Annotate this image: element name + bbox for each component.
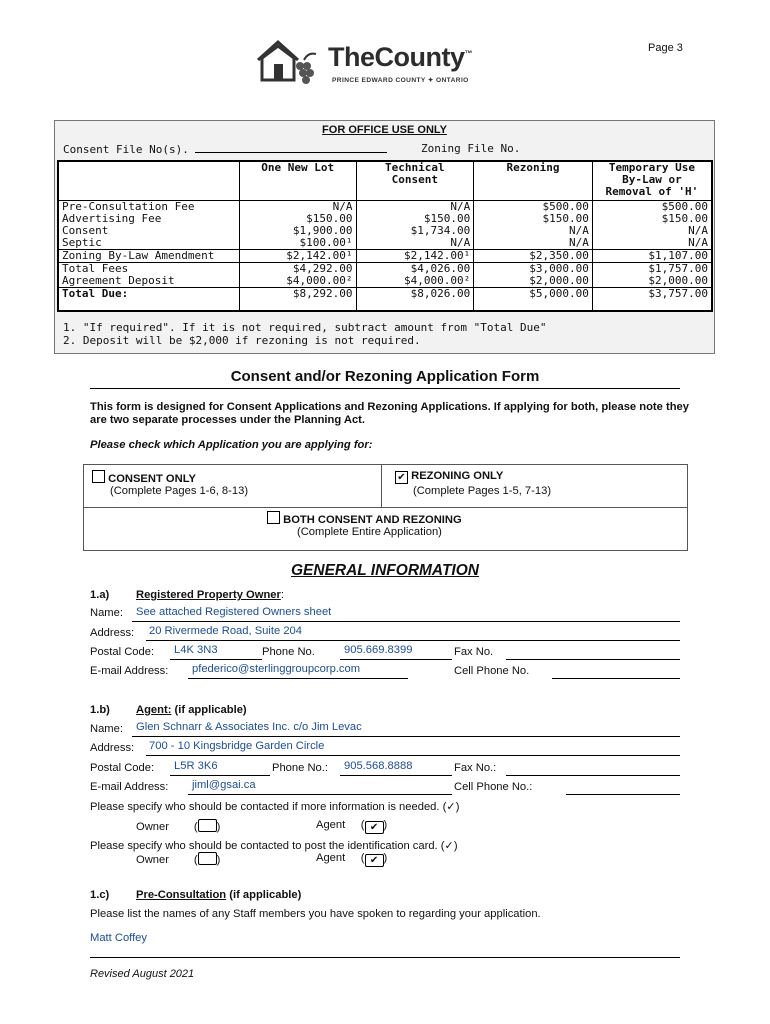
consent-pages-note: (Complete Pages 1-6, 8-13) [110, 485, 249, 497]
county-logo [256, 36, 526, 88]
contact-owner-checkbox[interactable] [198, 819, 217, 832]
agent-fax-field[interactable] [506, 775, 680, 776]
logo-tagline: PRINCE EDWARD COUNTY ✦ ONTARIO [332, 77, 469, 84]
precon-staff-field[interactable]: Matt Coffey [90, 932, 147, 944]
agent-address-field[interactable]: 700 - 10 Kingsbridge Garden Circle [149, 740, 325, 752]
owner-email-label: E-mail Address: [90, 665, 169, 677]
id-owner-option[interactable]: Owner ( ) [136, 854, 221, 866]
owner-address-label: Address: [90, 627, 135, 639]
fee-table-header [58, 161, 712, 201]
owner-section-number: 1.a) [90, 589, 110, 601]
fee-col-header: Temporary Use By-Law or Removal of 'H' [592, 161, 712, 201]
table-row: Advertising Fee $150.00 $150.00 $150.00 $150.00 [58, 213, 712, 225]
precon-section-number: 1.c) [90, 889, 110, 901]
owner-section-heading: Registered Property Owner: [136, 589, 284, 601]
contact-agent-checkbox[interactable]: ✔ [365, 821, 384, 834]
agent-cell-field[interactable] [566, 794, 680, 795]
id-owner-checkbox[interactable] [198, 852, 217, 865]
contact-agent-option[interactable]: Agent ( ✔ ) [316, 819, 388, 833]
fee-col-header: One New Lot [239, 161, 356, 201]
fee-col-header [58, 161, 239, 201]
rezoning-only-checkbox[interactable]: ✔ [395, 471, 408, 484]
zoning-file-field[interactable]: Zoning File No. [421, 142, 714, 169]
owner-cell-field[interactable] [552, 678, 680, 679]
table-row: Total Fees $4,292.00 $4,026.00 $3,000.00 $1,757.00 [58, 263, 712, 276]
county-logo-icon [256, 36, 320, 88]
general-info-title: GENERAL INFORMATION [290, 562, 479, 579]
owner-email-field[interactable]: pfederico@sterlinggroupcorp.com [192, 663, 361, 675]
logo-wordmark: TheCounty™ [328, 42, 472, 72]
both-option[interactable]: BOTH CONSENT AND REZONING [267, 511, 462, 526]
agent-fax-label: Fax No.: [454, 762, 497, 774]
agent-address-label: Address: [90, 742, 135, 754]
contact-owner-option[interactable]: Owner ( ) [136, 821, 221, 833]
agent-section-number: 1.b) [90, 704, 110, 716]
id-card-question: Please specify who should be contacted to post the identification card. (✓) [90, 840, 458, 852]
owner-phone-label: Phone No. [262, 646, 315, 658]
owner-phone-field[interactable]: 905.669.8399 [344, 644, 413, 656]
table-row: Total Due: $8,292.00 $8,026.00 $5,000.00 $3,757.00 [58, 288, 712, 312]
precon-section-heading: Pre-Consultation (if applicable) [136, 889, 302, 901]
agent-name-label: Name: [90, 723, 123, 735]
table-row: Zoning By-Law Amendment $2,142.00¹ $2,142.00¹ $2,350.00 $1,107.00 [58, 250, 712, 263]
contact-question: Please specify who should be contacted if more information is needed. (✓) [90, 801, 460, 813]
table-row: Septic $100.00¹ N/A N/A N/A [58, 237, 712, 250]
both-checkbox[interactable] [267, 511, 280, 524]
form-intro: This form is designed for Consent Applications and Rezoning Applications. If applying for both, please note they are two separate processes under the Planning Act. [90, 401, 689, 426]
owner-name-field[interactable]: See attached Registered Owners sheet [136, 606, 332, 618]
owner-fax-label: Fax No. [454, 646, 494, 658]
agent-email-field[interactable]: jiml@gsai.ca [192, 779, 256, 791]
table-row: Agreement Deposit $4,000.00² $4,000.00² $2,000.00 $2,000.00 [58, 275, 712, 288]
fee-table [57, 160, 713, 312]
owner-postal-field[interactable]: L4K 3N3 [174, 644, 218, 656]
agent-postal-label: Postal Code: [90, 762, 155, 774]
fee-col-header: Rezoning [474, 161, 593, 201]
consent-only-option[interactable]: CONSENT ONLY [92, 470, 196, 485]
agent-cell-label: Cell Phone No.: [454, 781, 533, 793]
agent-phone-field[interactable]: 905.568.8888 [344, 760, 413, 772]
application-type-box [83, 464, 688, 551]
agent-phone-label: Phone No.: [272, 762, 328, 774]
id-agent-option[interactable]: Agent ( ✔ ) [316, 852, 388, 866]
page-number: Page 3 [648, 42, 683, 54]
form-title: Consent and/or Rezoning Application Form [90, 368, 680, 389]
revision-footer: Revised August 2021 [90, 968, 195, 980]
rezoning-only-option[interactable]: ✔ REZONING ONLY [395, 470, 503, 484]
office-use-box [54, 120, 715, 354]
agent-postal-field[interactable]: L5R 3K6 [174, 760, 218, 772]
fee-notes: 1. "If required". If it is not required, subtract amount from "Total Due" 2. Deposit will be $2,000 if rezoning is not required. [63, 321, 547, 347]
fee-col-header: Technical Consent [356, 161, 474, 201]
consent-file-field[interactable]: Consent File No(s). [63, 142, 387, 156]
table-row: Consent $1,900.00 $1,734.00 N/A N/A [58, 225, 712, 237]
check-prompt: Please check which Application you are applying for: [90, 439, 373, 451]
owner-address-field[interactable]: 20 Rivermede Road, Suite 204 [149, 625, 302, 637]
table-row: Pre-Consultation Fee N/A N/A $500.00 $500.00 [58, 201, 712, 214]
id-agent-checkbox[interactable]: ✔ [365, 854, 384, 867]
consent-only-checkbox[interactable] [92, 470, 105, 483]
both-pages-note: (Complete Entire Application) [297, 526, 442, 538]
owner-name-label: Name: [90, 607, 123, 619]
owner-fax-field[interactable] [506, 659, 680, 660]
precon-question: Please list the names of any Staff members you have spoken to regarding your application. [90, 908, 541, 920]
owner-cell-label: Cell Phone No. [454, 665, 530, 677]
office-use-title: FOR OFFICE USE ONLY [322, 124, 447, 136]
agent-email-label: E-mail Address: [90, 781, 169, 793]
rezoning-pages-note: (Complete Pages 1-5, 7-13) [413, 485, 552, 497]
owner-postal-label: Postal Code: [90, 646, 155, 658]
agent-section-heading: Agent: (if applicable) [136, 704, 247, 716]
agent-name-field[interactable]: Glen Schnarr & Associates Inc. c/o Jim Levac [136, 721, 362, 733]
